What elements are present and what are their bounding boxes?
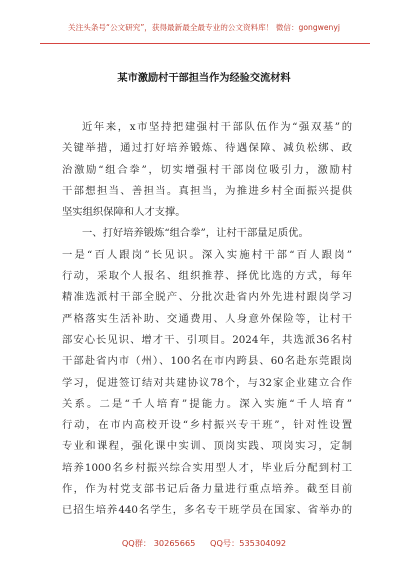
- qq-group-label: QQ群： 30265665: [121, 538, 196, 548]
- body-line: 已招生培养440名学生，多名专干班学员在国家、省举办的: [62, 504, 352, 517]
- body-line: 一是“百人跟岗”长见识。深入实施村干部“百人跟岗”: [62, 248, 352, 261]
- page-footer: [0, 538, 408, 549]
- body-line: 专业和课程，强化课中实训、顶岗实践、项岗实习，定制: [62, 440, 352, 453]
- section-heading: 一、打好培养锻炼“组合拳”，让村干部量足质优。: [82, 227, 309, 240]
- page-header-banner: 关注头条号“公文研究”，获得最新最全最专业的公文资料库！ 微信：gongwenyj: [68, 23, 340, 32]
- body-line: 行动，在市内高校开设“乡村振兴专干班”，针对性设置: [62, 419, 352, 432]
- document-body: [62, 117, 352, 522]
- body-line: 关系。二是“千人培育”提能力。深入实施“千人培育”: [62, 397, 352, 410]
- body-line: 关键举措，通过打好培养锻炼、待遇保障、减负松绑、政: [62, 142, 352, 155]
- body-line: 学习，促进签订结对共建协议78个，与32家企业建立合作: [62, 376, 352, 389]
- qq-number-label: QQ号：535304092: [210, 538, 287, 548]
- body-line: 治激励“组合拳”，切实增强村干部岗位吸引力，激励村: [62, 163, 352, 176]
- body-line: 严格落实生活补助、交通费用、人身意外保险等，让村干: [62, 312, 352, 325]
- body-line: 行动，采取个人报名、组织推荐、择优比选的方式，每年: [62, 270, 352, 283]
- body-line: 部安心长见识、增才干、引项目。2024年，共选派36名村: [62, 333, 352, 346]
- body-line: 干部想担当、善担当。真担当，为推进乡村全面振兴提供: [62, 184, 352, 197]
- body-line: 培养1000名乡村振兴综合实用型人才，毕业后分配到村工: [62, 461, 352, 474]
- body-line: 干部赴省内市（州）、100名在市内跨县、60名赴东莞跟岗: [62, 355, 352, 368]
- header-divider: [40, 43, 370, 44]
- body-line: 作，作为村党支部书记后备力量进行重点培养。截至目前: [62, 483, 352, 496]
- body-line: 坚实组织保障和人才支撑。: [62, 206, 186, 219]
- body-line: 近年来，x市坚持把建强村干部队伍作为“强双基”的: [82, 121, 352, 133]
- document-title: 某市激励村干部担当作为经验交流材料: [117, 73, 291, 84]
- body-line: 精准选派村干部全脱产、分批次赴省内外先进村跟岗学习: [62, 291, 352, 304]
